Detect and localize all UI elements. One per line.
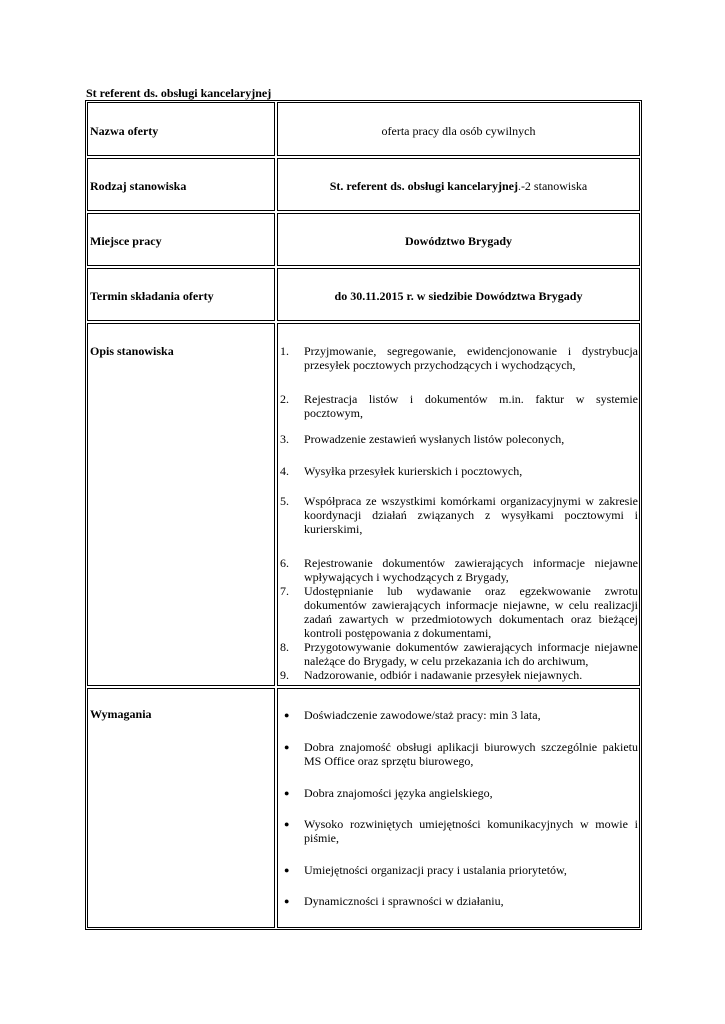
list-item-text: Prowadzenie zestawień wysłanych listów poleconych, xyxy=(304,432,565,446)
value-nazwa-oferty: oferta pracy dla osób cywilnych xyxy=(381,124,536,138)
label-opis-stanowiska: Opis stanowiska xyxy=(90,344,174,358)
list-item-number: 2. xyxy=(280,392,289,406)
list-item-text: Doświadczenie zawodowe/staż pracy: min 3 lata, xyxy=(304,708,541,722)
bullet-icon: ● xyxy=(284,896,290,906)
list-item-text: Wysoko rozwiniętych umiejętności komunikacyjnych w mowie i piśmie, xyxy=(304,817,638,845)
cell-nazwa-value xyxy=(277,102,640,156)
list-item-number: 4. xyxy=(280,464,289,478)
list-item-text: Udostępnianie lub wydawanie oraz egzekwowanie zwrotu dokumentów zawierających informacje niejawne, w celu realizacji zadań zawartych w przedmiotowych dokumentach oraz bieżącej kontroli postępowania z dokumentami, xyxy=(304,584,638,640)
list-item-text: Rejestrowanie dokumentów zawierających informacje niejawne wpływających i wychodzących z Brygady, xyxy=(304,556,638,584)
list-item-number: 3. xyxy=(280,432,289,446)
list-item-text: Przyjmowanie, segregowanie, ewidencjonowanie i dystrybucja przesyłek pocztowych przychodzących i wychodzących, xyxy=(304,344,638,372)
label-rodzaj-stanowiska: Rodzaj stanowiska xyxy=(90,179,187,193)
list-item-number: 6. xyxy=(280,556,289,570)
list-item-text: Dobra znajomości języka angielskiego, xyxy=(304,786,493,800)
cell-wymagania-value xyxy=(277,688,640,928)
label-nazwa-oferty: Nazwa oferty xyxy=(90,124,159,138)
list-item-number: 7. xyxy=(280,584,289,598)
list-item-number: 1. xyxy=(280,344,289,358)
cell-opis-label xyxy=(87,323,275,686)
list-item-text: Umiejętności organizacji pracy i ustalania priorytetów, xyxy=(304,863,567,877)
list-item-text: Dobra znajomość obsługi aplikacji biurowych szczególnie pakietu MS Office oraz sprzętu biurowego, xyxy=(304,740,638,768)
value-rodzaj-stanowiska xyxy=(278,179,639,193)
list-item-text: Rejestracja listów i dokumentów m.in. faktur w systemie pocztowym, xyxy=(304,392,638,420)
list-item-text: Dynamiczności i sprawności w działaniu, xyxy=(304,894,504,908)
cell-rodzaj-value xyxy=(277,158,640,211)
list-item-text: Nadzorowanie, odbiór i nadawanie przesyłek niejawnych. xyxy=(304,668,583,682)
label-wymagania: Wymagania xyxy=(90,707,152,721)
cell-termin-label xyxy=(87,268,275,321)
cell-miejsce-label xyxy=(87,213,275,266)
list-item-text: Wysyłka przesyłek kurierskich i pocztowych, xyxy=(304,464,523,478)
cell-wymagania-label xyxy=(87,688,275,928)
value-termin-skladania: do 30.11.2015 r. w siedzibie Dowództwa Brygady xyxy=(334,289,583,303)
bullet-icon: ● xyxy=(284,865,290,875)
bullet-icon: ● xyxy=(284,710,290,720)
list-item-number: 5. xyxy=(280,494,289,508)
label-miejsce-pracy: Miejsce pracy xyxy=(90,234,162,248)
value-rodzaj-bold: St. referent ds. obsługi kancelaryjnej xyxy=(329,179,518,193)
cell-termin-value xyxy=(277,268,640,321)
value-rodzaj-rest: .-2 stanowiska xyxy=(517,179,588,193)
value-miejsce-pracy: Dowództwo Brygady xyxy=(405,234,512,248)
label-termin-skladania: Termin składania oferty xyxy=(90,289,214,303)
cell-miejsce-value xyxy=(277,213,640,266)
document-title: St referent ds. obsługi kancelaryjnej xyxy=(86,86,272,100)
list-item-number: 8. xyxy=(280,640,289,654)
list-item-text: Współpraca ze wszystkimi komórkami organizacyjnymi w zakresie koordynacji działań związanych z wysyłkami pocztowymi i kurierskimi, xyxy=(304,494,638,536)
bullet-icon: ● xyxy=(284,819,290,829)
list-item-number: 9. xyxy=(280,668,289,682)
cell-nazwa-label xyxy=(87,102,275,156)
list-item-text: Przygotowywanie dokumentów zawierających informacje niejawne należące do Brygady, w celu przekazania ich do archiwum, xyxy=(304,640,638,668)
cell-rodzaj-label xyxy=(87,158,275,211)
bullet-icon: ● xyxy=(284,788,290,798)
bullet-icon: ● xyxy=(284,742,290,752)
